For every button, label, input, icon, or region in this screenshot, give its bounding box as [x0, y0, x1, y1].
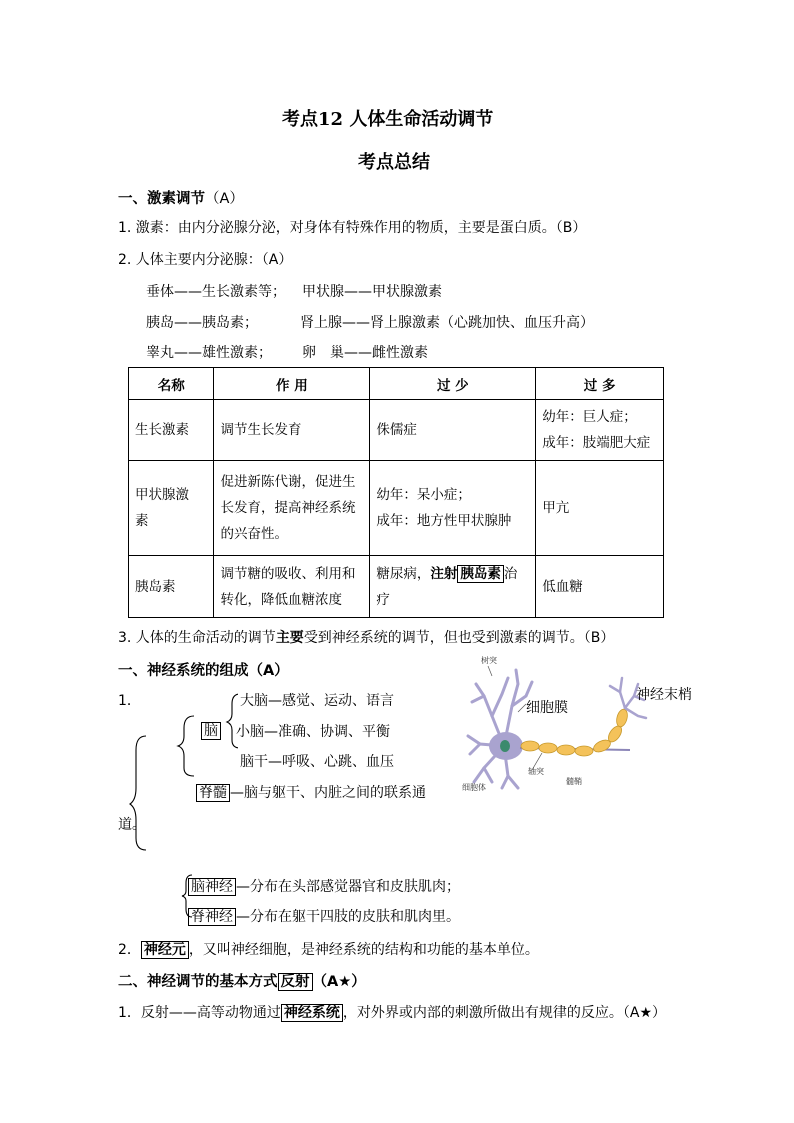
cell-text: 促进新陈代谢，促进生长发育，提高神经系统的兴奋性。	[220, 474, 356, 542]
hormone-table	[128, 367, 664, 618]
table-cell: 生长激素	[129, 400, 214, 461]
gland-item: 睾丸——雄性激素；	[146, 345, 272, 361]
brain-part: 脑干—呼吸、心跳、血压	[240, 754, 394, 770]
table-header-row	[129, 368, 664, 400]
section-hormone-heading: 一、激素调节（A）	[118, 191, 244, 207]
neuron-diagram	[462, 656, 698, 796]
label-axon: 轴突	[528, 767, 544, 776]
table-cell	[214, 556, 370, 618]
table-header: 过 少	[370, 368, 536, 400]
table-cell	[370, 461, 536, 556]
spinal-nerve-box: 脊神经	[188, 908, 236, 926]
spinal-cord-line: 脊髓 —脑与躯干、内脏之间的联系通	[196, 782, 426, 802]
regulation-note: 3. 人体的生命活动的调节主要受到神经系统的调节，但也受到激素的调节。（B）	[118, 630, 615, 646]
section-nervous-heading: 一、神经系统的组成（A）	[118, 663, 289, 679]
brain-label	[201, 720, 221, 740]
neuron-box: 神经元	[141, 941, 189, 959]
table-cell: 低血糖	[536, 556, 664, 618]
table-cell: 胰岛素	[129, 556, 214, 618]
cell-text: 甲状腺激素	[135, 487, 189, 529]
cranial-nerve-line: 脑神经 —分布在头部感觉器官和皮肤肌肉；	[188, 876, 460, 896]
brace-lines	[128, 688, 238, 868]
label-sheath: 髓鞘	[566, 777, 582, 786]
gland-item: 甲状腺——甲状腺激素	[302, 284, 442, 300]
table-cell	[370, 556, 536, 618]
neuron-definition: 2． 神经元 ，又叫神经细胞，是神经系统的结构和功能的基本单位。	[118, 942, 539, 958]
dao-text: 道。	[118, 817, 146, 833]
cranial-box: 脑神经	[188, 878, 236, 896]
hormone-definition: 1. 激素：由内分泌腺分泌，对身体有特殊作用的物质，主要是蛋白质。（B）	[118, 220, 587, 236]
cell-line: 糖尿病，注射 胰岛素 治疗	[376, 565, 518, 608]
table-cell: 侏儒症	[370, 400, 536, 461]
gland-item: 胰岛——胰岛素；	[146, 315, 258, 331]
table-cell	[214, 461, 370, 556]
cell-line: 幼年：呆小症；	[376, 487, 471, 503]
gland-item: 垂体——生长激素等；	[146, 284, 286, 300]
glands-intro: 2. 人体主要内分泌腺：（A）	[118, 252, 293, 268]
table-header: 作 用	[214, 368, 370, 400]
gland-item: 肾上腺——肾上腺激素（心跳加快、血压升高）	[300, 315, 594, 331]
table-cell	[129, 461, 214, 556]
nervous-system-box: 神经系统	[281, 1004, 343, 1022]
page-title: 考点12 人体生命活动调节	[282, 109, 494, 130]
cell-line: 幼年：巨人症；	[542, 409, 637, 425]
label-dendrite: 树突	[481, 656, 497, 665]
item-number: 1．	[118, 693, 141, 709]
label-terminal: 神经末梢	[636, 687, 692, 703]
section-reflex-heading: 二、神经调节的基本方式 反射 （A★）	[118, 974, 366, 990]
label-cell-body: 细胞体	[462, 783, 486, 792]
cell-text: 调节糖的吸收、利用和转化，降低血糖浓度	[220, 565, 356, 608]
spinal-box: 脊髓	[196, 784, 230, 802]
table-row	[129, 556, 664, 618]
table-row	[129, 400, 664, 461]
table-cell	[536, 400, 664, 461]
reflex-definition: 1．反射——高等动物通过 神经系统 ，对外界或内部的刺激所做出有规律的反应。（A★）	[118, 1005, 667, 1021]
brain-part: 小脑—准确、协调、平衡	[236, 724, 390, 740]
nucleus	[500, 740, 510, 752]
brain-box: 脑	[201, 722, 221, 740]
boxed-term: 胰岛素	[457, 565, 504, 583]
table-header: 名称	[129, 368, 214, 400]
table-cell: 调节生长发育	[214, 400, 370, 461]
cell-line: 成年：肢端肥大症	[542, 435, 651, 451]
reflex-box: 反射	[278, 973, 313, 991]
brain-part: 大脑—感觉、运动、语言	[240, 693, 394, 709]
label-membrane: 细胞膜	[526, 700, 568, 716]
table-cell: 甲亢	[536, 461, 664, 556]
table-header: 过 多	[536, 368, 664, 400]
spinal-nerve-line: 脊神经 —分布在躯干四肢的皮肤和肌肉里。	[188, 906, 460, 926]
gland-item: 卵 巢——雌性激素	[302, 345, 428, 361]
dendrites	[468, 670, 532, 788]
table-row	[129, 461, 664, 556]
cell-line: 成年：地方性甲状腺肿	[376, 513, 512, 529]
page-subtitle: 考点总结	[358, 152, 430, 173]
